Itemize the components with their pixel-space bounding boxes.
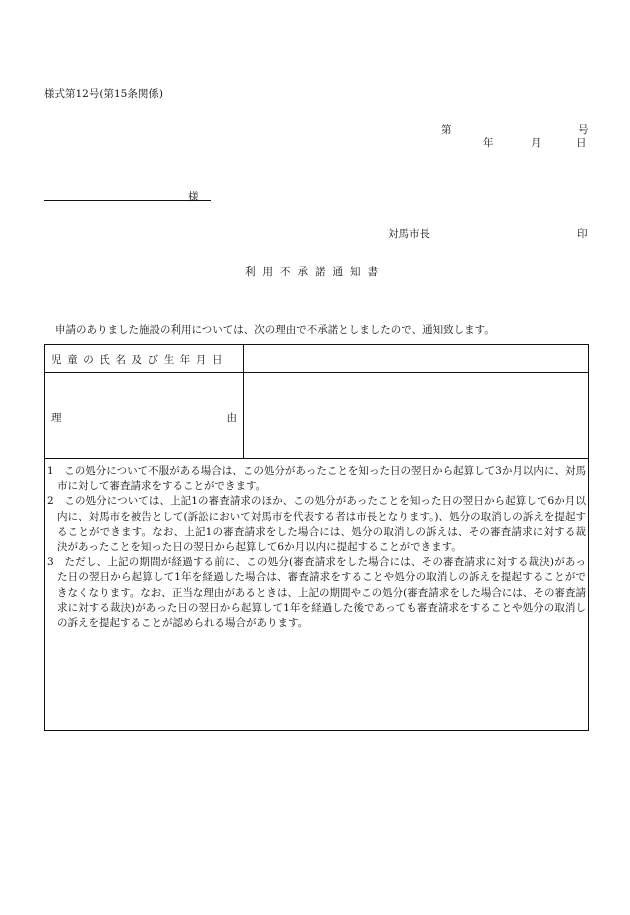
note-item: 2 この処分については、上記1の審査請求のほか、この処分があったことを知った日の翌日から起算して6か月以内に、対馬市を被告として(訴訟において対馬市を代表する者は市長となります。)、処分の取消しの訴えを提起することができます。なお、上記1の審査請求をした場合には、処分の取消しの訴えは、その審査請求に対する裁決があったことを知った日の翌日から起算して6か月以内に提起することができます。 <box>47 495 586 554</box>
reason-label-cell <box>45 373 244 458</box>
seal-mark: 印 <box>577 228 588 240</box>
reason-label-right: 由 <box>226 412 237 424</box>
intro-text: 申請のありました施設の利用については、次の理由で不承諾としましたので、通知致します。 <box>55 324 495 336</box>
date-day-label: 日 <box>576 137 587 149</box>
child-name-label-cell <box>45 345 244 372</box>
sender-title: 対馬市長 <box>388 228 430 240</box>
date-month-label: 月 <box>531 137 542 149</box>
date-year-label: 年 <box>483 137 494 149</box>
child-name-value-cell <box>244 345 588 372</box>
child-name-label: 児童の氏名及び生年月日 <box>51 354 229 366</box>
child-name-row <box>45 345 588 373</box>
document-title: 利用不承諾通知書 <box>245 266 385 278</box>
form-number: 様式第12号(第15条関係) <box>44 88 163 100</box>
notice-table <box>44 344 589 731</box>
note-item: 1 この処分について不服がある場合は、この処分があったことを知った日の翌日から起算して3か月以内に、対馬市に対して審査請求をすることができます。 <box>47 465 586 493</box>
note-item: 3 ただし、上記の期間が経過する前に、この処分(審査請求をした場合には、その審査請求に対する裁決)があった日の翌日から起算して1年を経過した場合は、審査請求をすることや処分の取消しの訴えを提起することができなくなります。なお、正当な理由があるときは、上記の期間やこの処分(審査請求をした場合には、その審査請求に対する裁決)があった日の翌日から起算して1年を経過した後であっても審査請求をすることや処分の取消しの訴えを提起することが認められる場合があります。 <box>47 556 586 630</box>
reason-row <box>45 373 588 459</box>
addressee-name-line <box>44 200 211 201</box>
addressee-honorific: 様 <box>188 191 199 203</box>
document-number-prefix: 第 <box>441 124 452 136</box>
reason-label-left: 理 <box>51 412 62 424</box>
document-number-suffix: 号 <box>578 124 589 136</box>
reason-value-cell <box>244 373 588 458</box>
notes-section <box>45 459 588 730</box>
